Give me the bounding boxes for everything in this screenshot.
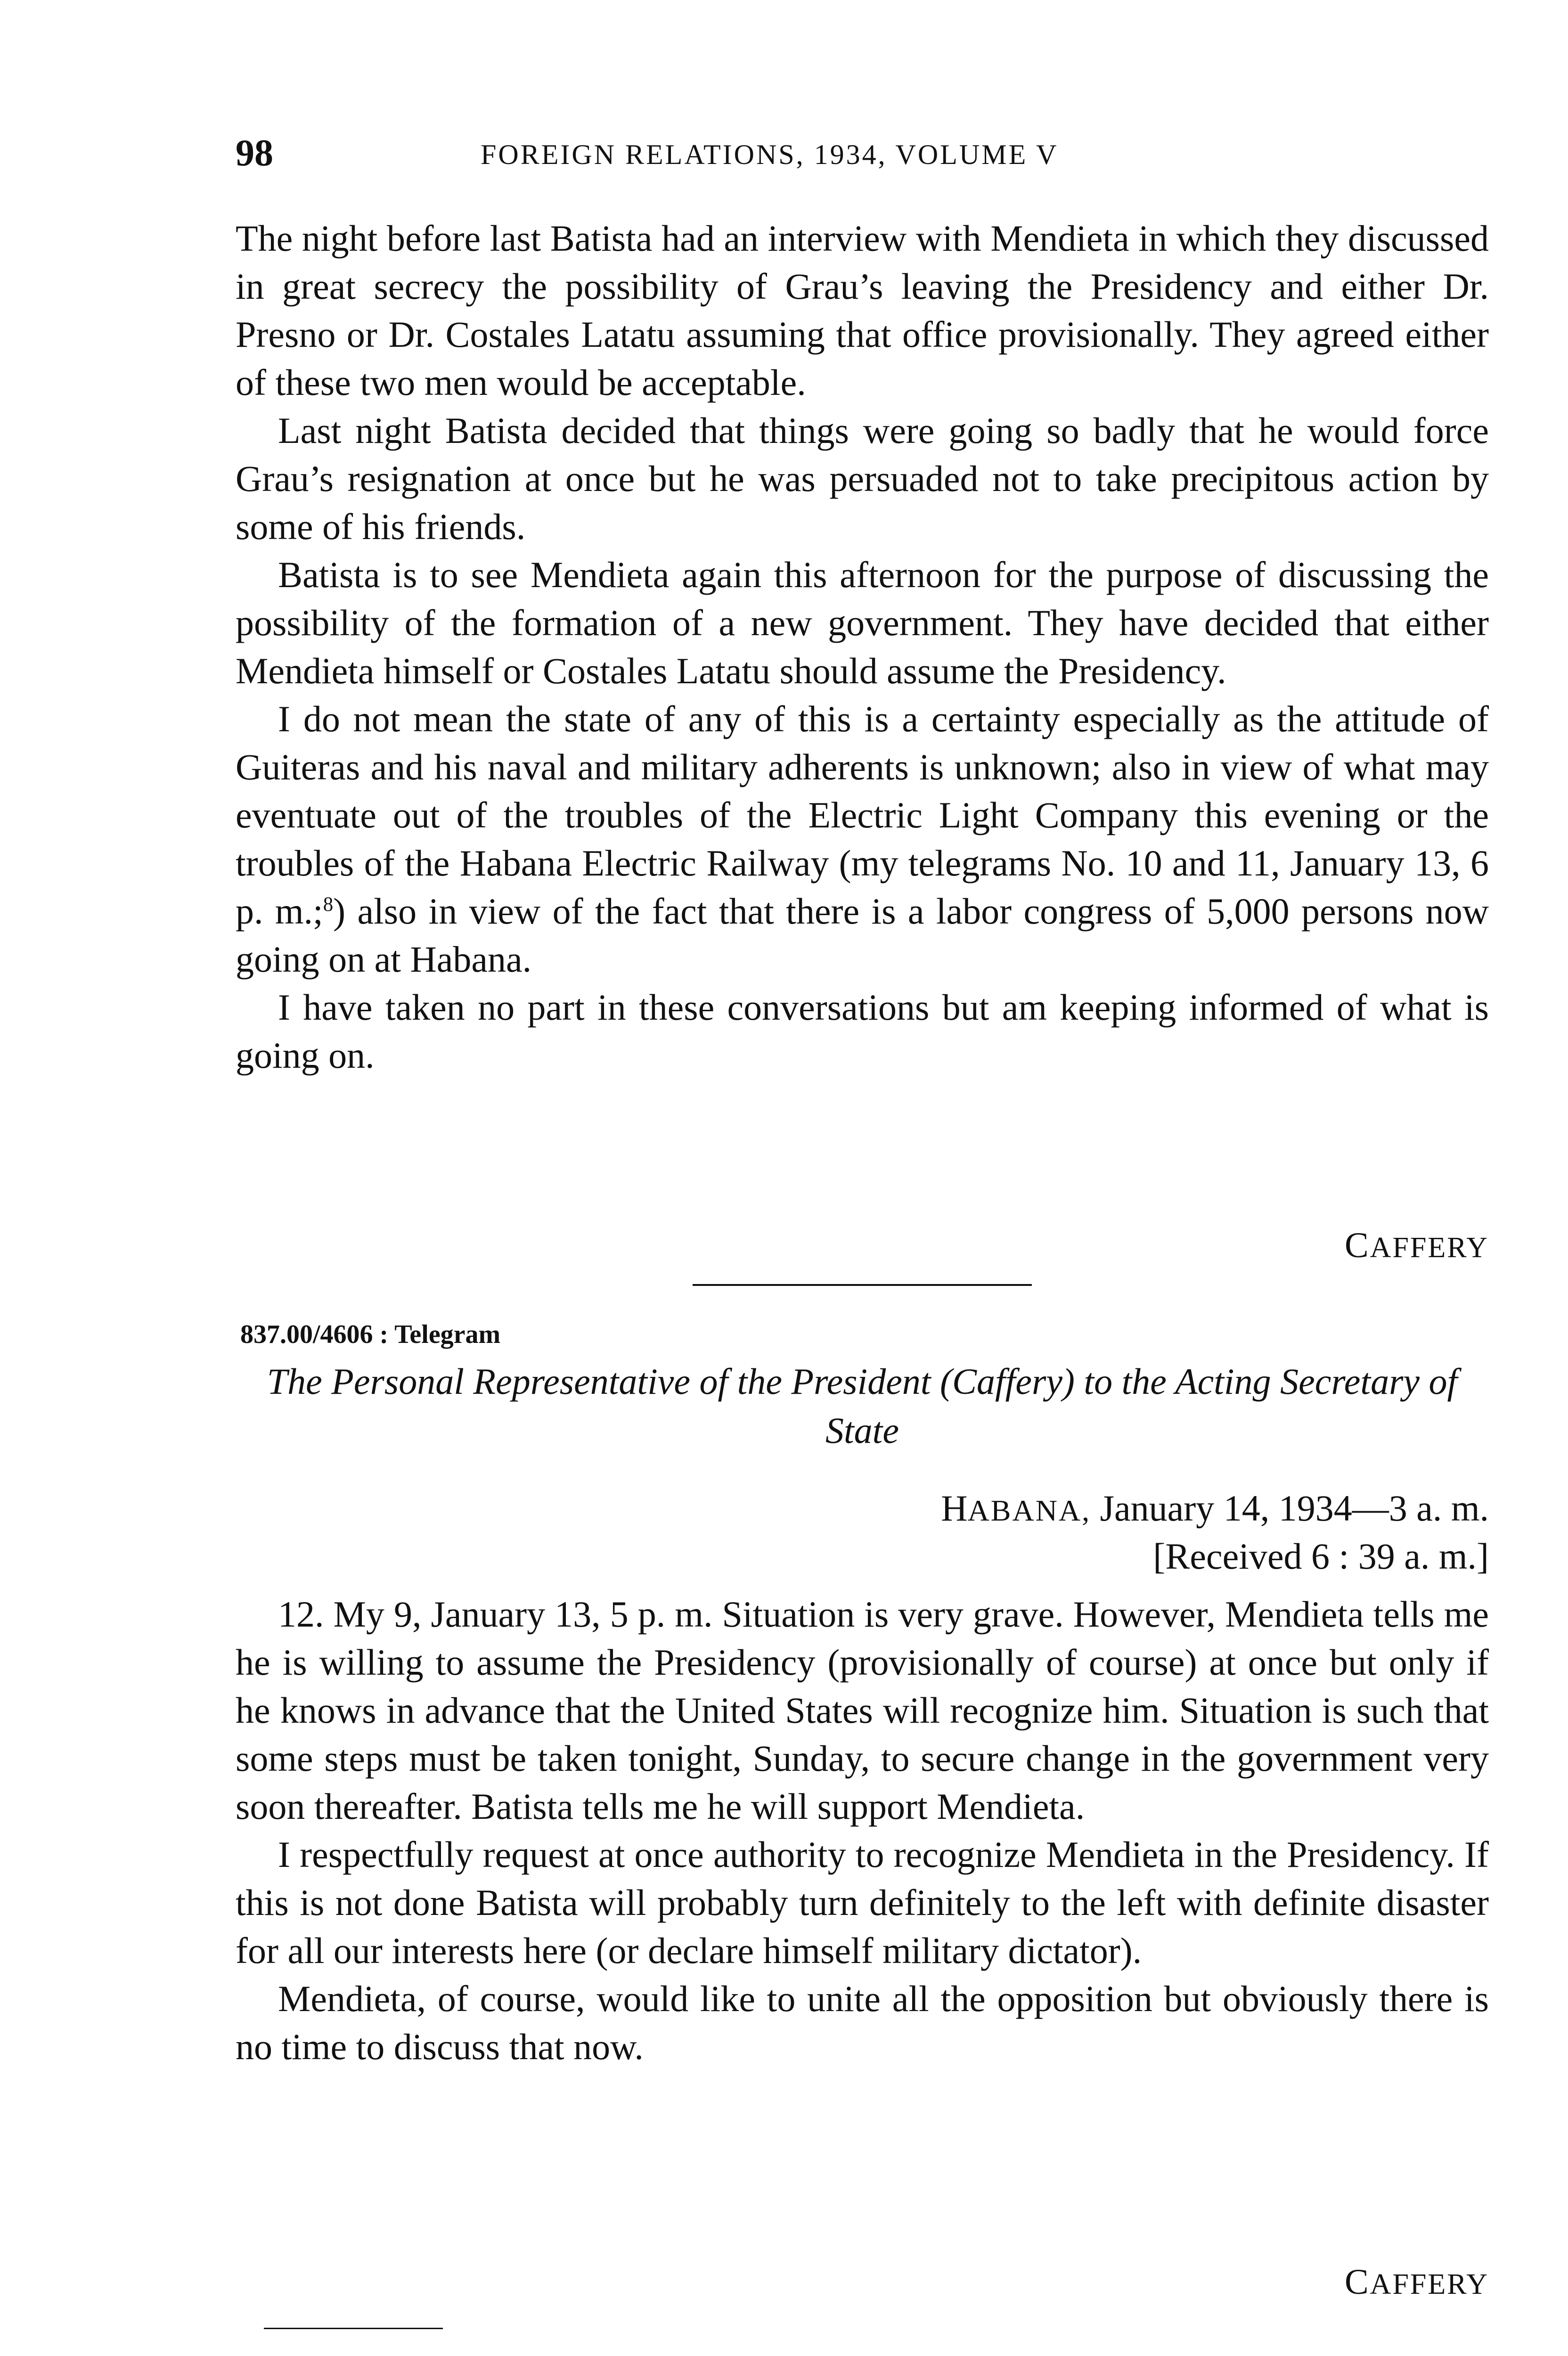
paragraph: I have taken no part in these conversations but am keeping informed of what is going on. <box>236 987 1489 1076</box>
page-number: 98 <box>236 132 273 174</box>
file-reference: 837.00/4606 : Telegram <box>240 1320 501 1349</box>
place-initial: H <box>941 1488 968 1529</box>
paragraph: I respectfully request at once authority to recognize Mendieta in the Presidency. If this is not done Batista will probably turn definitely to the left with definite disaster for all our interests here (or declare himself military dictator). <box>236 1834 1489 1971</box>
page-header <box>226 132 1489 184</box>
date: January 14, 1934—3 a. m. <box>1100 1488 1489 1529</box>
dateline-block <box>236 1484 1489 1588</box>
document-title: The Personal Representative of the President (Caffery) to the Acting Secretary of State <box>267 1361 1458 1451</box>
paragraph <box>236 695 1489 983</box>
section-divider <box>693 1284 1032 1286</box>
dateline <box>941 1484 1489 1535</box>
signature-rest: AFFERY <box>1370 2268 1489 2300</box>
signature <box>1345 1225 1489 1266</box>
paragraph: Batista is to see Mendieta again this afternoon for the purpose of discussing the possibility of the formation of a new government. They have decided that either Mendieta himself or Costales Latatu should assume the Presidency. <box>236 554 1489 691</box>
paragraph: Mendieta, of course, would like to unite all the opposition but obviously there is no time to discuss that now. <box>236 1978 1489 2067</box>
paragraph-text-continued: ) also in view of the fact that there is a labor congress of 5,000 persons now going on at Habana. <box>236 891 1489 980</box>
footnote-reference: 8 <box>323 893 334 916</box>
signature-initial: C <box>1344 2262 1370 2302</box>
place-rest: ABANA, <box>967 1494 1091 1527</box>
footnote-rule <box>264 2328 443 2329</box>
paragraph: Last night Batista decided that things were going so badly that he would force Grau’s resignation at once but he was persuaded not to take precipitous action by some of his friends. <box>236 410 1489 547</box>
signature <box>1345 2262 1489 2303</box>
paragraph-text: I do not mean the state of any of this is a certainty especially as the attitude of Guiteras and his naval and military adherents is unknown; also in view of what may eventuate out of the troubles of the Electric Light Company this evening or the troubles of the Habana Electric Railway (my telegrams No. 10 and 11, January 13, 6 p. m.; <box>236 698 1489 932</box>
received-line: [Received 6 : 39 a. m.] <box>1153 1536 1489 1577</box>
telegram-body <box>236 1590 1489 2071</box>
signature-rest: AFFERY <box>1370 1232 1489 1264</box>
paragraph: 12. My 9, January 13, 5 p. m. Situation is very grave. However, Mendieta tells me he is willing to assume the Presidency (provisionally of course) at once but only if he knows in advance that the United States will recognize him. Situation is such that some steps must be taken tonight, Sunday, to secure change in the government very soon thereafter. Batista tells me he will support Mendieta. <box>236 1594 1489 1827</box>
paragraph: The night before last Batista had an interview with Mendieta in which they discussed in great secrecy the possibility of Grau’s leaving the Presidency and either Dr. Presno or Dr. Costales Latatu assuming that office provisionally. They agreed either of these two men would be acceptable. <box>236 218 1489 403</box>
telegram-body-continued <box>236 214 1489 1080</box>
running-head: FOREIGN RELATIONS, 1934, VOLUME V <box>481 139 1059 170</box>
signature-initial: C <box>1344 1226 1370 1265</box>
